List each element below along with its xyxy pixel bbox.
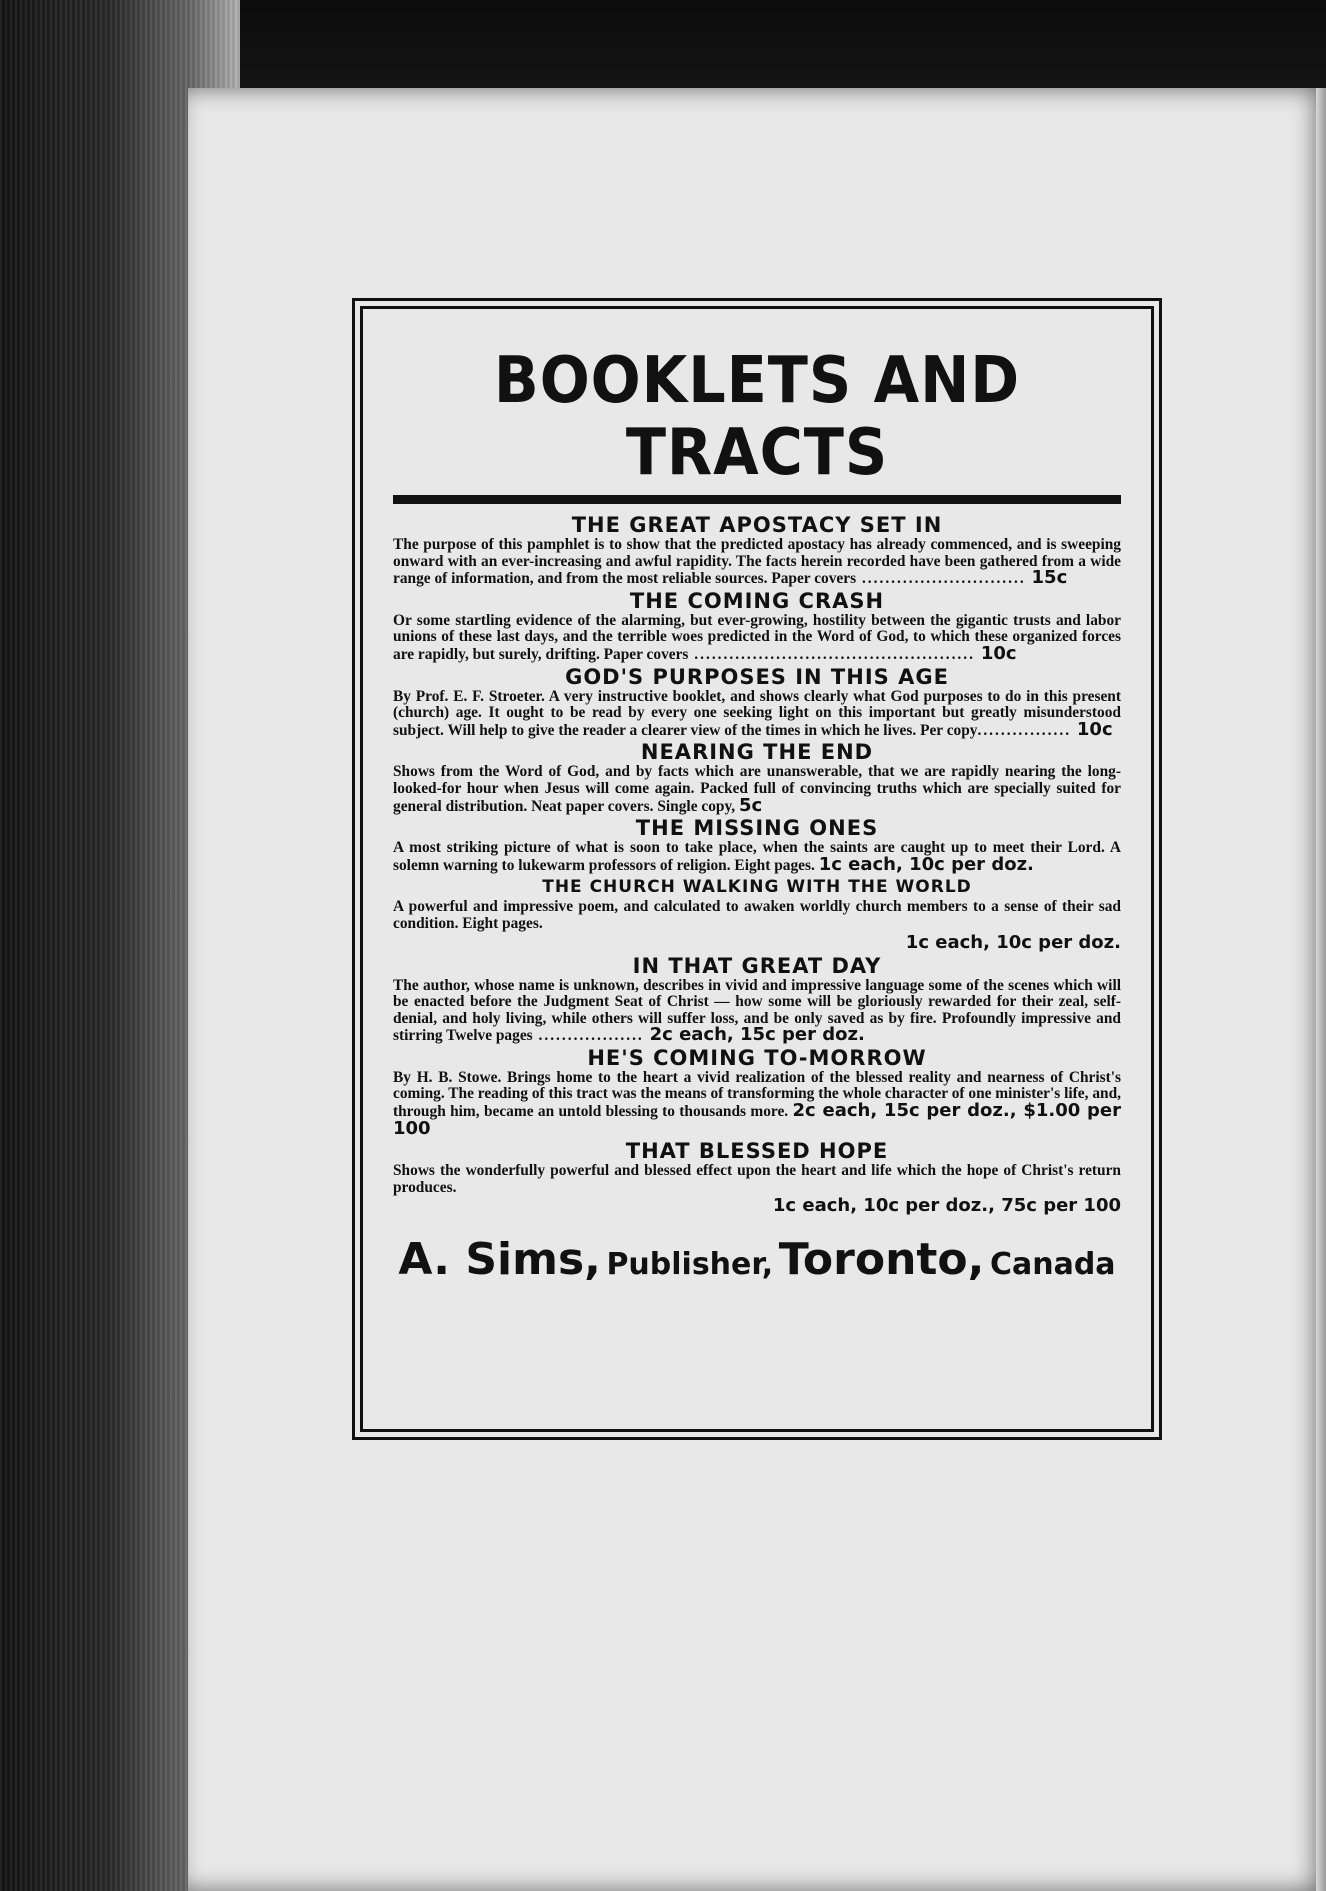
tract-price: 10c <box>1076 718 1113 740</box>
tract-title: IN THAT GREAT DAY <box>632 953 882 978</box>
tract-description: Shows the wonderfully powerful and blessed effect upon the heart and life which the hope of Christ's return produces. <box>393 1162 1121 1196</box>
tract-title: NEARING THE END <box>640 740 874 765</box>
tract-description: Shows from the Word of God, and by facts which are unanswerable, that we are rapidly nearing the long-looked-for hour when Jesus will come again. Packed full of convincing truths which are specially suited for general distribution. Neat paper covers. Single copy, 5c <box>393 763 1121 816</box>
tract-description: By Prof. E. F. Stroeter. A very instructive booklet, and shows clearly what God purposes to do in this present (church) age. It ought to be read by every one seeking light on this important but greatly misunderstood subject. Will help to give the reader a clearer view of the times in which he lives. Per copy................ 10c <box>393 687 1121 740</box>
publisher-city: Toronto, <box>778 1234 985 1286</box>
page-title: BOOKLETS AND TRACTS <box>493 344 1021 490</box>
tract-title: HE'S COMING TO-MORROW <box>587 1045 927 1070</box>
publisher-footer <box>393 1234 1121 1285</box>
tract-price: 1c each, 10c per doz. <box>905 931 1121 953</box>
tract-title: THE GREAT APOSTACY SET IN <box>571 513 943 537</box>
tract-description: The purpose of this pamphlet is to show that the predicted apostacy has already commenced, and is sweeping onward with an ever-increasing and awful rapidity. The facts herein recorded have been gathered from a wide range of information, and from the most reliable sources. Paper covers ............................ 15c <box>393 536 1121 589</box>
tract-price: 2c each, 15c per doz., $1.00 per 100 <box>393 1100 1122 1139</box>
title-rule <box>393 495 1121 504</box>
tract-title: THE COMING CRASH <box>629 588 885 613</box>
publisher-country: Canada <box>989 1247 1116 1283</box>
tract-price: 1c each, 10c per doz., 75c per 100 <box>772 1195 1121 1217</box>
tract-description: Or some startling evidence of the alarming, but ever-growing, hostility between the gigantic trusts and labor unions of these last days, and the terrible woes predicted in the Word of God, to which these organized forces are rapidly, but surely, drifting. Paper covers ................................................ 10c <box>393 611 1121 664</box>
advertisement-frame <box>352 298 1162 1440</box>
tract-price: 2c each, 15c per doz. <box>649 1024 865 1046</box>
tract-description: The author, whose name is unknown, describes in vivid and impressive language some of the scenes which will be enacted before the Judgment Seat of Christ — how some will be gloriously rewarded for their zeal, self-denial, and holy living, while others will suffer loss, and be only saved as by fire. Profoundly impressive and stirring Twelve pages .................. 2c each, 15c per doz. <box>393 976 1121 1046</box>
tract-title: THE MISSING ONES <box>635 816 879 841</box>
tract-description: A powerful and impressive poem, and calculated to awaken worldly church members to a sense of their sad condition. Eight pages. <box>393 898 1121 932</box>
tract-price: 1c each, 10c per doz. <box>818 853 1034 875</box>
page-right-edge <box>1316 88 1326 1891</box>
tract-description: A most striking picture of what is soon to take place, when the saints are caught up to meet their Lord. A solemn warning to lukewarm professors of religion. Eight pages. 1c each, 10c per doz. <box>393 839 1121 875</box>
tract-price: 5c <box>739 794 763 816</box>
tract-title: GOD'S PURPOSES IN THIS AGE <box>565 664 949 689</box>
tract-title: THE CHURCH WALKING WITH THE WORLD <box>542 877 972 898</box>
tract-price: 10c <box>980 642 1017 664</box>
tract-description: By H. B. Stowe. Brings home to the heart a vivid realization of the blessed reality and nearness of Christ's coming. The reading of this tract was the means of transforming the whole character of one minister's life, and, through him, became an untold blessing to thousands more. 2c each, 15c per doz., $1.00 per 100 <box>393 1068 1122 1139</box>
publisher-name: A. Sims, <box>398 1234 601 1286</box>
tract-price: 15c <box>1031 567 1068 589</box>
advertisement-inner-border <box>360 306 1154 1432</box>
publisher-role: Publisher, <box>606 1247 774 1283</box>
tract-title: THAT BLESSED HOPE <box>625 1139 889 1164</box>
